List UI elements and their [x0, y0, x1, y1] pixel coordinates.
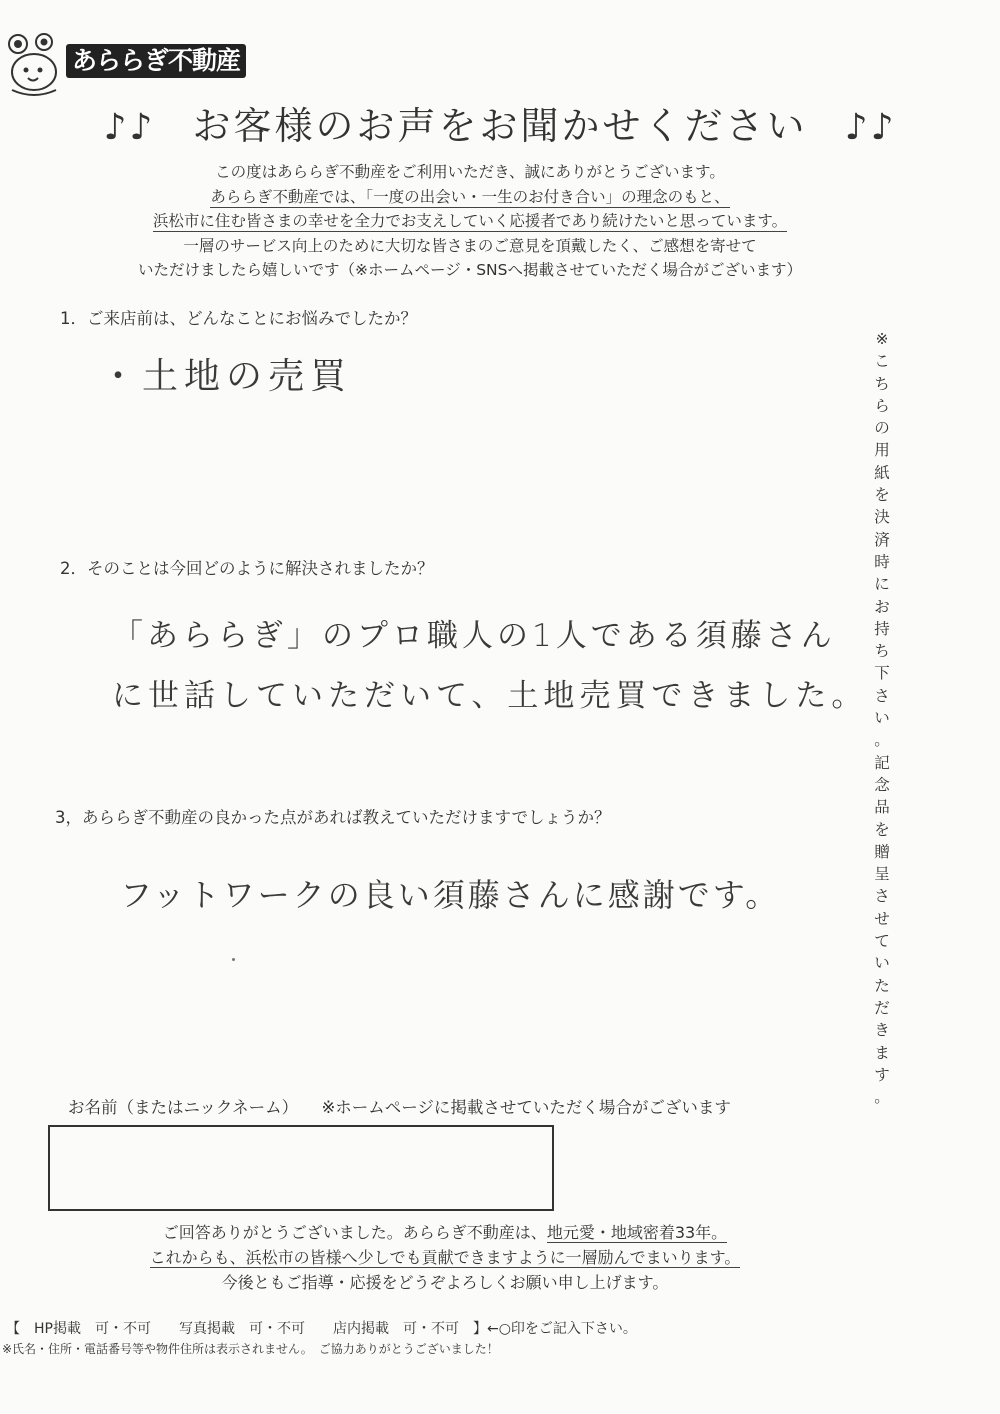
logo	[4, 30, 264, 100]
side-note	[868, 328, 896, 1108]
name-label-row	[68, 1094, 731, 1118]
side-note-char: に	[874, 575, 890, 594]
name-label: お名前（またはニックネーム）	[68, 1098, 299, 1117]
closing-line-1a: ご回答ありがとうございました。あららぎ不動産は、	[162, 1223, 547, 1242]
side-note-char: ち	[874, 642, 890, 661]
side-note-char: の	[874, 419, 890, 438]
side-note-char: 念	[874, 775, 890, 794]
side-note-char: せ	[874, 909, 890, 928]
closing-text	[0, 1220, 890, 1295]
side-note-char: 贈	[874, 842, 890, 861]
intro-line: いただけましたら嬉しいです（※ホームページ・SNSへ掲載させていただく場合がございます）	[138, 261, 802, 279]
question-2-answer-line-2: に世話していただいて、土地売買できました。	[112, 678, 868, 714]
intro-line: 浜松市に住む皆さまの幸せを全力でお支えしていく応援者であり続けたいと思っています。	[152, 212, 788, 230]
side-note-char: 呈	[874, 865, 890, 884]
side-note-char: を	[874, 820, 890, 839]
side-note-char: 済	[874, 530, 890, 549]
side-note-char: ま	[874, 1043, 890, 1062]
intro-text	[0, 160, 940, 283]
pen-mark	[232, 958, 235, 961]
side-note-char: 決	[874, 508, 890, 527]
music-notes-right: ♪♪	[844, 107, 897, 148]
closing-line-3: 今後ともご指導・応援をどうぞよろしくお願い申し上げます。	[221, 1273, 669, 1292]
side-note-char: 。	[874, 1088, 890, 1107]
name-note: ※ホームページに掲載させていただく場合がございます	[321, 1098, 731, 1117]
side-note-char: ち	[874, 374, 890, 393]
logo-text: あららぎ不動産	[66, 44, 246, 78]
side-note-char: 記	[874, 753, 890, 772]
side-note-char: ※	[875, 330, 889, 348]
privacy-note: ※氏名・住所・電話番号等や物件住所は表示されません。 ご協力ありがとうございました！	[2, 1342, 499, 1356]
question-3-label: 3，あららぎ不動産の良かった点があれば教えていただけますでしょうか？	[55, 808, 611, 827]
side-note-char: ら	[874, 396, 890, 415]
closing-line-2: これからも、浜松市の皆様へ少しでも貢献できますように一層励んでまいります。	[149, 1248, 741, 1267]
music-notes-left: ♪♪	[103, 107, 156, 148]
publish-permission-line: 【 HP掲載 可・不可 写真掲載 可・不可 店内掲載 可・不可 】←○印をご記入下さい。	[6, 1321, 637, 1337]
side-note-char: 紙	[874, 463, 890, 482]
question-2-answer-line-1: 「あららぎ」のプロ職人の1人である須藤さん	[112, 618, 836, 654]
name-field[interactable]	[48, 1125, 554, 1211]
side-note-char: 下	[874, 664, 890, 683]
closing-line-1b: 地元愛・地域密着33年。	[546, 1223, 728, 1242]
side-note-char: こ	[874, 352, 890, 371]
intro-line: 一層のサービス向上のために大切な皆さまのご意見を頂戴したく、ご感想を寄せて	[183, 236, 757, 255]
side-note-char: さ	[874, 887, 890, 906]
question-1-label: 1．ご来店前は、どんなことにお悩みでしたか？	[60, 309, 417, 328]
side-note-char: す	[874, 1065, 890, 1084]
side-note-char: 持	[874, 619, 890, 638]
mascot-icon	[4, 30, 66, 100]
side-note-char: を	[874, 486, 890, 505]
side-note-char: 時	[874, 552, 890, 571]
page-title-text: お客様のお声をお聞かせください	[192, 104, 808, 148]
side-note-char: た	[874, 976, 890, 995]
page-title	[0, 95, 1000, 150]
question-1-answer: ・土地の売買	[100, 356, 353, 397]
side-note-char: お	[874, 597, 890, 616]
side-note-char: い	[874, 954, 890, 973]
side-note-char: て	[874, 932, 890, 951]
intro-line: あららぎ不動産では、「一度の出会い・一生のお付き合い」の理念のもと、	[210, 187, 730, 206]
side-note-char: さ	[874, 686, 890, 705]
side-note-char: い	[874, 709, 890, 728]
side-note-char: き	[874, 1021, 890, 1040]
question-2-label: 2．そのことは今回どのように解決されましたか？	[60, 559, 434, 578]
intro-line: この度はあららぎ不動産をご利用いただき、誠にありがとうございます。	[215, 163, 725, 181]
question-3-answer: フットワークの良い須藤さんに感謝です。	[120, 876, 781, 914]
side-note-char: 用	[874, 441, 890, 460]
side-note-char: 。	[874, 731, 890, 750]
side-note-char: だ	[874, 998, 890, 1017]
side-note-char: 品	[874, 798, 890, 817]
